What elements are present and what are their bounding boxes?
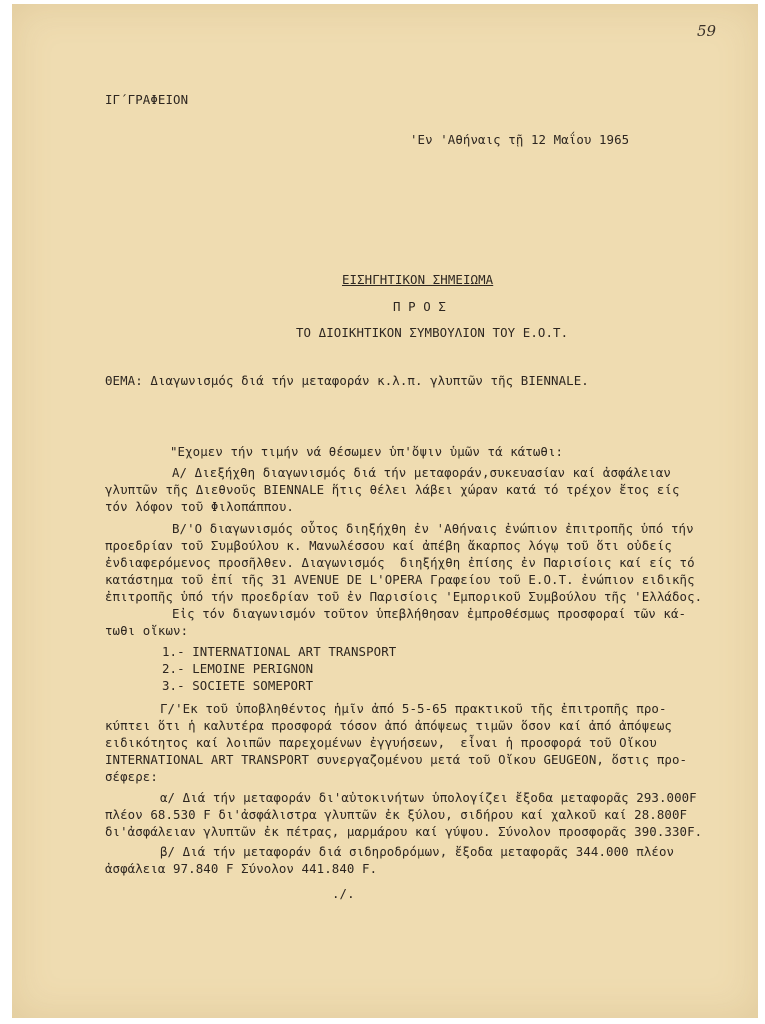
section-a-line: γλυπτῶν τῆς Διεθνοῦς BIENNALE ἥτις θέλει λάβει χώραν κατά τό τρέχον ἔτος είς	[105, 482, 680, 497]
section-c-line: Γ/'Εκ τοῦ ὑποβληθέντος ἡμῖν ἀπό 5-5-65 πρακτικοῦ τῆς ἐπιτροπῆς προ-	[160, 701, 667, 716]
section-b-line: Β/'Ο διαγωνισμός οὗτος διηξήχθη ἐν 'Αθήναις ἐνώπιον ἐπιτροπῆς ὑπό τήν	[172, 521, 694, 536]
section-a-line: τόν λόφον τοῦ Φιλοπάππου.	[105, 499, 294, 514]
subject-line: ΘΕΜΑ: Διαγωνισμός διά τήν μεταφοράν κ.λ.π. γλυπτῶν τῆς BIENNALE.	[105, 373, 589, 388]
office-header: ΙΓ΄ΓΡΑΦΕΙΟΝ	[105, 92, 189, 107]
pros-heading: Π Ρ Ο Σ	[393, 299, 446, 314]
intro-line: "Εχομεν τήν τιμήν νά θέσωμεν ὑπ'ὄψιν ὑμῶν τά κάτωθι:	[170, 444, 564, 459]
section-b-line: ἐπιτροπῆς ὑπό τήν προεδρίαν τοῦ ἐν Παρισίοις 'Εμπορικοῦ Συμβούλου τῆς 'Ελλάδος.	[105, 589, 703, 604]
section-c-line: σέφερε:	[105, 769, 158, 784]
section-b-line: προεδρίαν τοῦ Συμβούλου κ. Μανωλέσσου καί ἀπέβη ἄκαρπος λόγῳ τοῦ ὅτι οὐδείς	[105, 538, 672, 553]
option-a-line: α/ Διά τήν μεταφοράν δι'αὐτοκινήτων ὑπολογίζει ἔξοδα μεταφορᾶς 293.000F	[160, 790, 697, 805]
offers-intro-line: Εἰς τόν διαγωνισμόν τοῦτον ὑπεβλήθησαν ἐμπροθέσμως προσφοραί τῶν κά-	[172, 606, 687, 621]
section-c-line: κύπτει ὅτι ἡ καλυτέρα προσφορά τόσον ἀπό ἀπόψεως τιμῶν ὅσον καί ἀπό ἀπόψεως	[105, 718, 672, 733]
page-number: 59	[697, 22, 717, 40]
doc-title: ΕΙΣΗΓΗΤΙΚΟΝ ΣΗΜΕΙΩΜΑ	[342, 272, 494, 287]
section-b-line: κατάστημα τοῦ ἐπί τῆς 31 AVENUE DE L'OPERA Γραφείου τοῦ Ε.Ο.Τ. ἐνώπιον ειδικῆς	[105, 572, 695, 587]
continuation-mark: ./.	[332, 886, 355, 901]
offer-item: 1.- INTERNATIONAL ART TRANSPORT	[162, 644, 397, 659]
recipient: ΤΟ ΔΙΟΙΚΗΤΙΚΟΝ ΣΥΜΒΟΥΛΙΟΝ ΤΟΥ Ε.Ο.Τ.	[296, 325, 569, 340]
option-a-line: πλέον 68.530 F δι'ἀσφάλιστρα γλυπτῶν ἐκ ξύλου, σιδήρου καί χαλκοῦ καί 28.800F	[105, 807, 688, 822]
option-a-line: δι'ἀσφάλειαν γλυπτῶν ἐκ πέτρας, μαρμάρου καί γύψου. Σύνολον προσφορᾶς 390.330F.	[105, 824, 703, 839]
section-c-line: ειδικότητος καί λοιπῶν παρεχομένων ἐγγυήσεων, εἶναι ἡ προσφορά τοῦ Οἴκου	[105, 735, 657, 750]
offers-intro-line: τωθι οἴκων:	[105, 623, 189, 638]
section-c-line: INTERNATIONAL ART TRANSPORT συνεργαζομένου μετά τοῦ Οἴκου GEUGEON, ὅστις προ-	[105, 752, 688, 767]
date-line: 'Εν 'Αθήναις τῇ 12 Μαΐου 1965	[410, 132, 630, 147]
offer-item: 3.- SOCIETE SOMEPORT	[162, 678, 314, 693]
offer-item: 2.- LEMOINE PERIGNON	[162, 661, 314, 676]
option-b-line: β/ Διά τήν μεταφοράν διά σιδηροδρόμων, ἔξοδα μεταφορᾶς 344.000 πλέον	[160, 844, 675, 859]
section-b-line: ἐνδιαφερόμενος προσῆλθεν. Διαγωνισμός διηξήχθη ἐπίσης ἐν Παρισίοις καί είς τό	[105, 555, 695, 570]
option-b-line: ἀσφάλεια 97.840 F Σύνολον 441.840 F.	[105, 861, 378, 876]
section-a-line: Α/ Διεξήχθη διαγωνισμός διά τήν μεταφοράν,συκευασίαν καί ἀσφάλειαν	[172, 465, 671, 480]
